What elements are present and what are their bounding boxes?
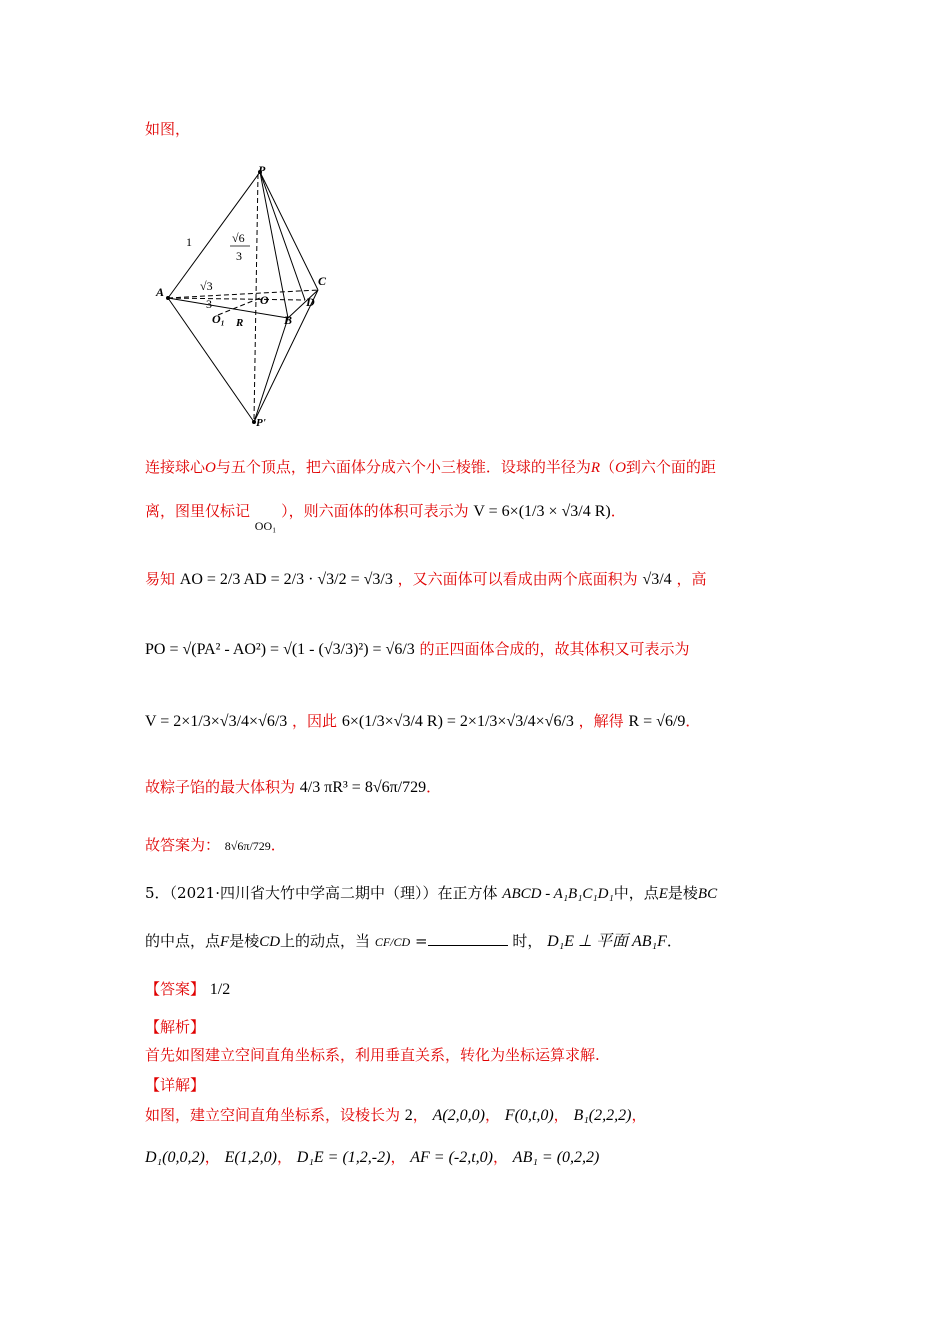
label-R: R [236,317,244,329]
edge-length: 2 [404,1107,413,1124]
detail-label: 【详解】 [145,1076,206,1094]
edge-AB [168,298,288,318]
frac-left-num: √3 [200,279,213,293]
detail-line-1: 如图，建立空间直角坐标系，设棱长为 2， A(2,0,0)， F(0,t,0)， B₁(2,2,2)， [145,1106,647,1124]
final-answer: 8√6π/729 [224,839,271,853]
po-formula: PO = √(PA² - AO²) = √(1 - (√3/3)²) = √6/3 [145,641,415,658]
para-7: 故答案为： 8√6π/729． [145,836,286,854]
volume-formula-2: V = 2×1/3×√3/4×√6/3 [145,713,288,730]
label-P: P [258,163,266,177]
max-volume-formula: 4/3 πR³ = 8√6π/729 [299,779,427,796]
label-O: O [260,293,269,307]
question-5-line-2: 的中点，点F是棱CD上的动点，当 CF/CD = 时， D₁E ⊥ 平面 AB₁F． [145,932,682,950]
label-P-prime: P' [256,417,266,429]
label-D: D [306,295,315,309]
equation: 6×(1/3×√3/4 R) = 2×1/3×√3/4×√6/3 [341,713,574,730]
coord-d1: D₁(0,0,2) [145,1149,205,1166]
para-6: 故粽子馅的最大体积为 4/3 πR³ = 8√6π/729． [145,778,442,796]
answer-value: 1/2 [209,981,231,998]
coord-b1: B₁(2,2,2) [573,1107,632,1124]
question-5-line-1: 5．（2021·四川省大竹中学高二期中（理））在正方体 ABCD - A₁B₁C₁D₁中，点E是棱BC [145,884,718,902]
label-A: A [156,285,165,299]
vector-ab1: AB₁ = (0,2,2) [512,1149,600,1166]
detail-line-2: D₁(0,0,2)， E(1,2,0)， D₁E = (1,2,-2)， AF = (-2,t,0)， AB₁ = (0,2,2) [145,1148,600,1166]
base-area: √3/4 [642,571,672,588]
frac-top-den: 3 [236,249,242,263]
label-one: 1 [186,235,192,249]
para-5: V = 2×1/3×√3/4×√6/3 ，因此 6×(1/3×√3/4 R) = 2×1/3×√3/4×√6/3 ，解得 R = √6/9． [145,712,701,730]
vector-d1e: D₁E = (1,2,-2) [296,1149,391,1166]
para-1: 连接球心O与五个顶点，把六面体分成六个小三棱锥．设球的半径为R（O到六个面的距 [145,458,716,476]
ratio-cf-cd: CF/CD [374,935,411,949]
oo1-label: OO₁ [254,519,277,533]
edge-AC [168,290,318,298]
answer-line: 【答案】 1/2 [145,980,231,998]
answer-blank [428,931,508,946]
label-B: B [284,313,293,327]
ao-formula: AO = 2/3 AD = 2/3 · √3/2 = √3/3 [179,571,393,588]
label-C: C [318,274,327,288]
edge-PA [168,172,260,298]
vector-af: AF = (-2,t,0) [410,1149,494,1166]
para-2: 离，图里仅标记 $_{OO_1}$ ），则六面体的体积可表示为 V = 6×(1/3 × √3/4 R)． [145,502,626,533]
perpendicular-condition: D₁E ⊥ 平面 AB₁F [547,933,667,950]
para-4: PO = √(PA² - AO²) = √(1 - (√3/3)²) = √6/3 的正四面体合成的，故其体积又可表示为 [145,640,690,658]
frac-left-den: 3 [206,297,212,311]
analysis-label: 【解析】 [145,1018,206,1036]
para-3: 易知 AO = 2/3 AD = 2/3 · √3/2 = √3/3 ，又六面体可以看成由两个底面积为 √3/4 ，高 [145,570,707,588]
coord-e: E(1,2,0) [224,1149,277,1166]
edge-BP2 [254,318,288,422]
intro-text: 如图， [145,120,191,138]
edge-PD [260,172,305,300]
axis-PP2 [254,174,258,420]
volume-formula-1: V = 6×(1/3 × √3/4 R) [473,503,611,520]
coord-f: F(0,t,0) [504,1107,554,1124]
edge-PC [260,172,318,290]
label-O1: O₁ [212,312,225,326]
analysis-text: 首先如图建立空间直角坐标系，利用垂直关系，转化为坐标运算求解. [145,1046,600,1064]
coord-a: A(2,0,0) [432,1107,486,1124]
frac-top-num: √6 [232,231,245,245]
radius-result: R = √6/9 [628,713,686,730]
octahedron-figure [150,160,350,435]
